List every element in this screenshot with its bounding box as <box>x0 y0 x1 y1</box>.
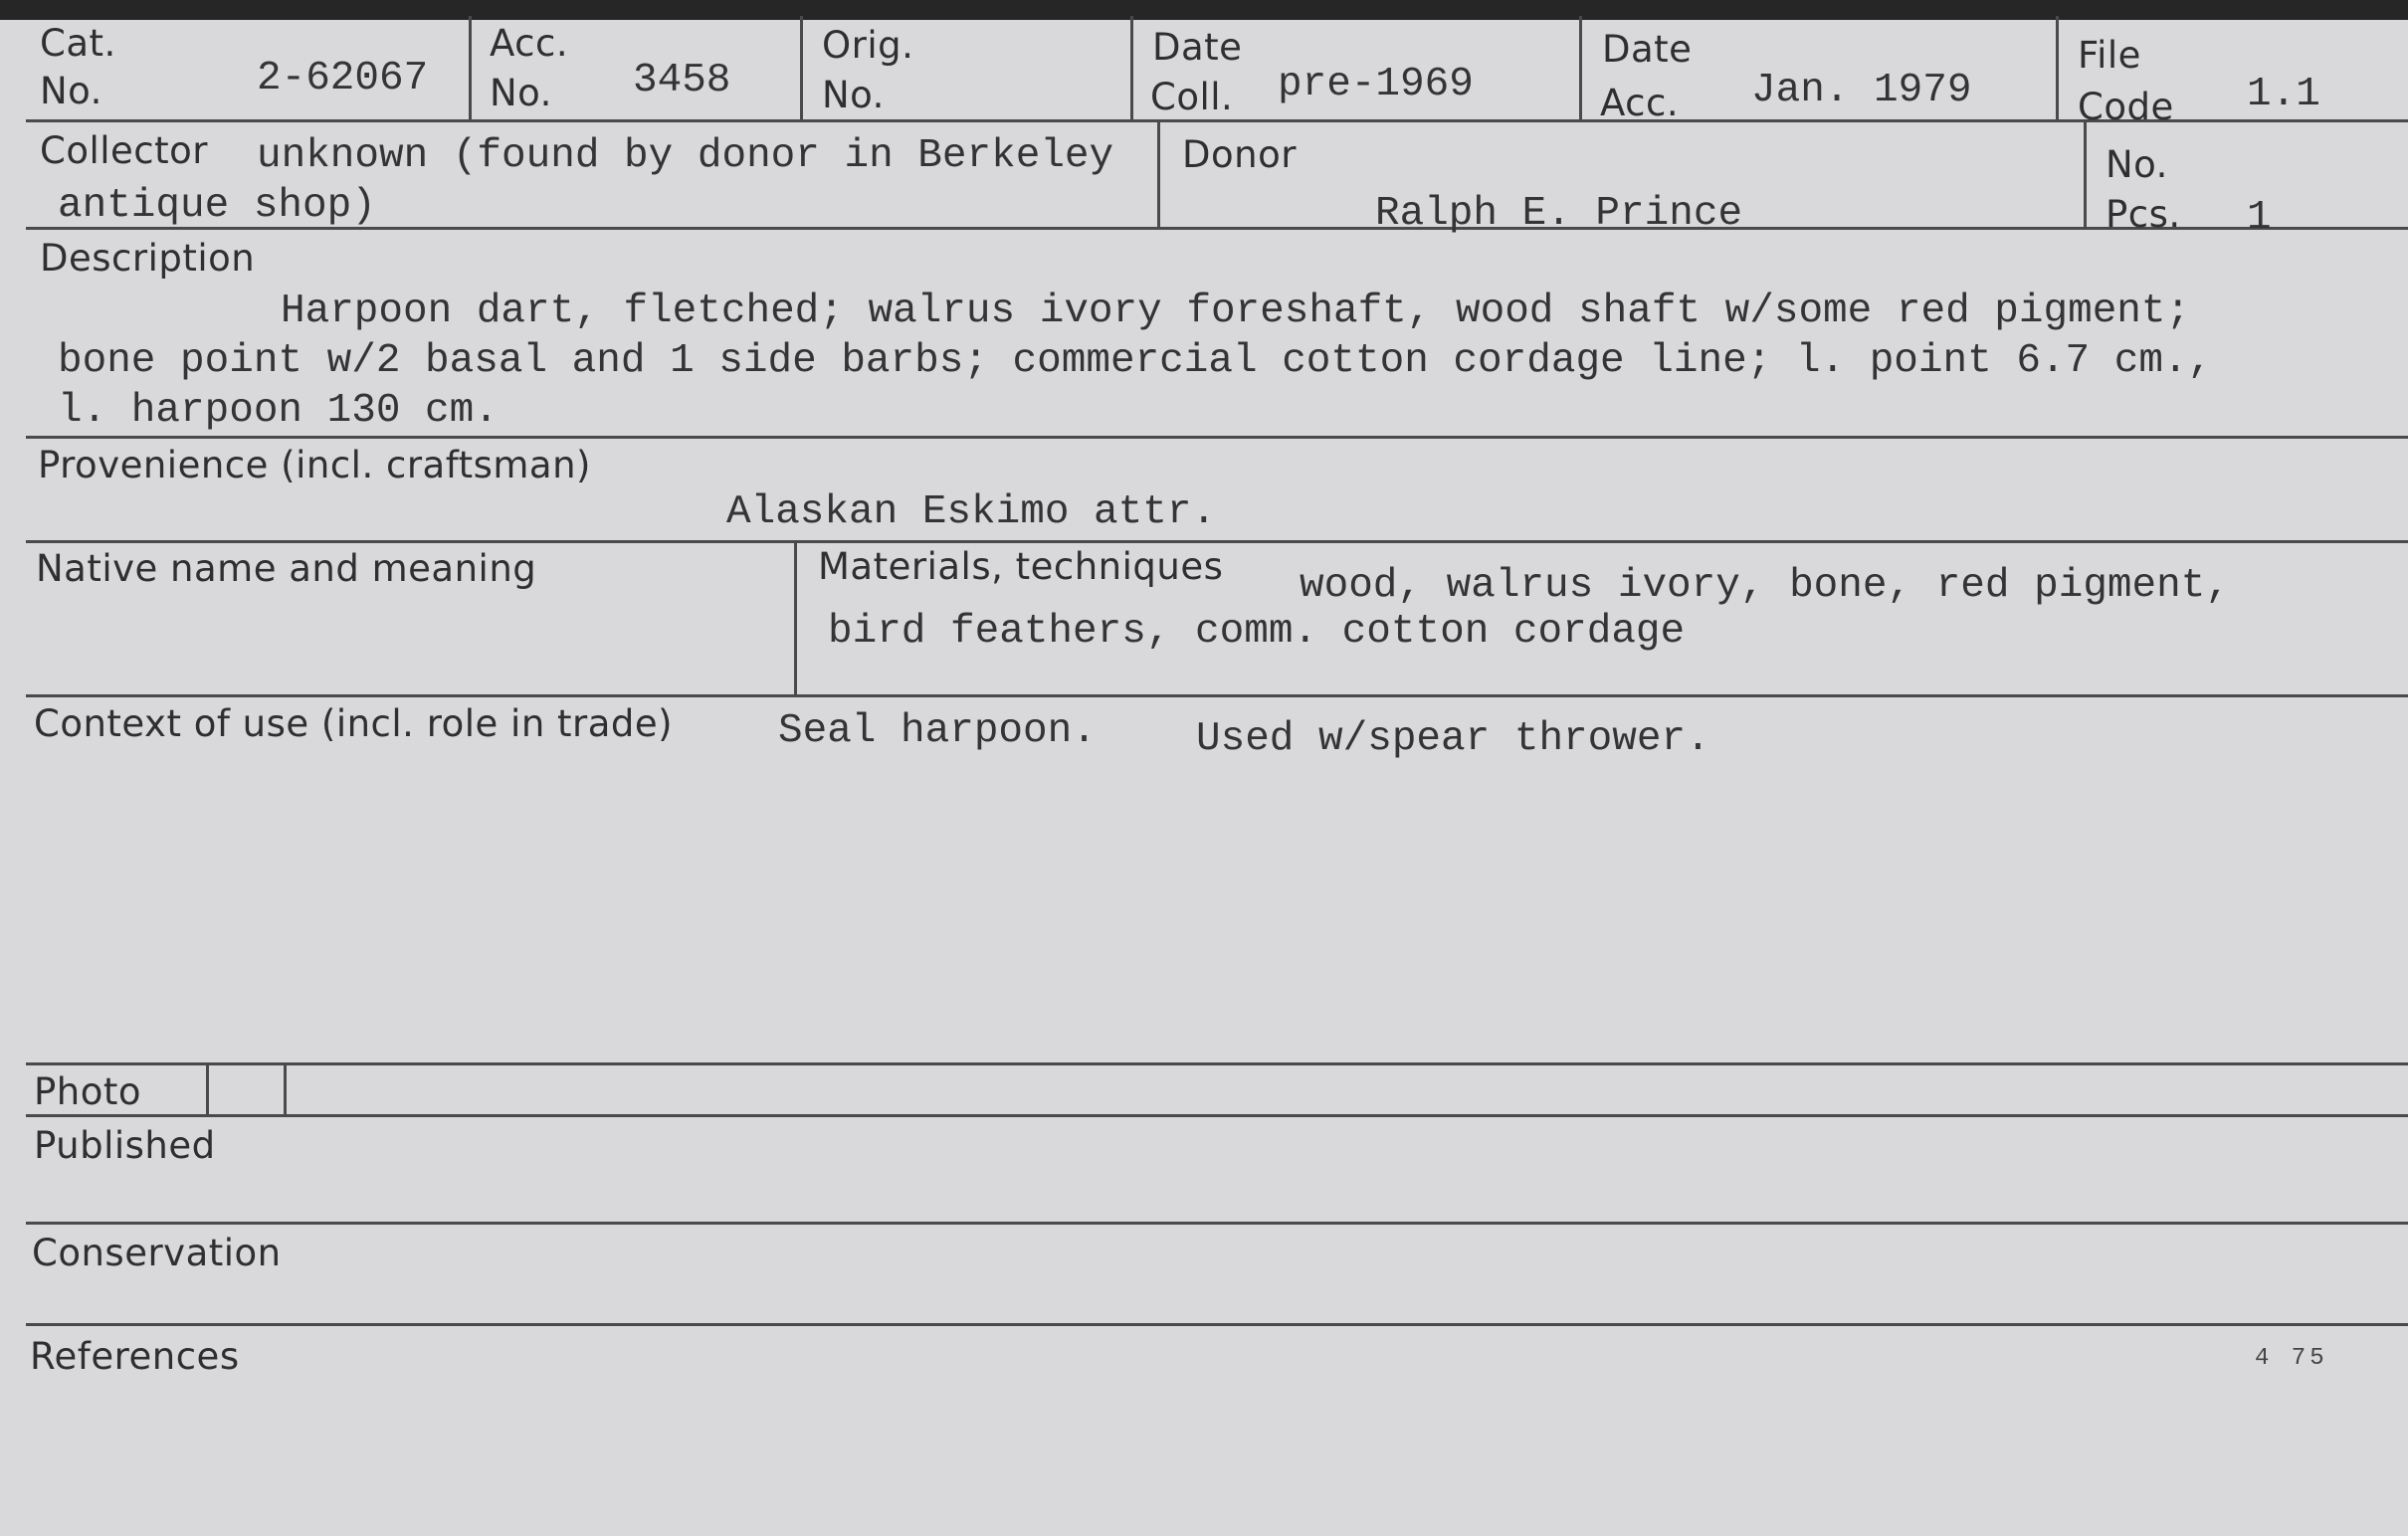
divider <box>1579 16 1582 121</box>
divider <box>469 16 472 121</box>
collector-value: unknown (found by donor in Berkeley <box>257 133 1114 179</box>
divider <box>26 1062 2408 1065</box>
divider <box>26 540 2408 543</box>
collector-value: antique shop) <box>58 183 376 229</box>
divider <box>794 542 797 696</box>
description-line: Harpoon dart, fletched; walrus ivory foreshaft, wood shaft w/some red pigment; <box>281 288 2191 334</box>
divider <box>26 1323 2408 1326</box>
divider <box>2084 121 2087 229</box>
acc-no-value: 3458 <box>633 58 731 103</box>
donor-label: Donor <box>1182 133 1297 176</box>
divider <box>800 16 803 121</box>
file-code-label: File <box>2078 34 2141 77</box>
date-acc-value: Jan. 1979 <box>1751 68 1972 113</box>
divider <box>26 119 2408 122</box>
date-coll-label: Date <box>1152 26 1243 69</box>
context-value: Used w/spear thrower. <box>1196 716 1710 762</box>
acc-no-label: Acc. <box>490 22 569 65</box>
orig-no-label: Orig. <box>822 24 914 67</box>
materials-value: wood, walrus ivory, bone, red pigment, <box>1300 563 2230 609</box>
provenience-label: Provenience (incl. craftsman) <box>38 444 591 486</box>
context-value: Seal harpoon. <box>778 708 1097 754</box>
published-label: Published <box>34 1124 216 1167</box>
divider <box>26 1222 2408 1225</box>
divider <box>26 694 2408 697</box>
materials-label: Materials, techniques <box>818 545 1224 588</box>
file-code-value: 1.1 <box>2247 72 2320 117</box>
description-line: l. harpoon 130 cm. <box>58 388 499 434</box>
provenience-value: Alaskan Eskimo attr. <box>726 489 1217 535</box>
date-coll-value: pre-1969 <box>1278 62 1474 107</box>
divider <box>26 227 2408 230</box>
divider <box>284 1064 287 1116</box>
context-label: Context of use (incl. role in trade) <box>34 702 674 745</box>
card-top-edge <box>0 0 2408 20</box>
collector-label: Collector <box>40 129 208 172</box>
divider <box>1157 121 1160 229</box>
form-code: 4 75 <box>2255 1345 2328 1372</box>
donor-value: Ralph E. Prince <box>1375 191 1743 237</box>
pieces-label: No. <box>2106 143 2168 186</box>
references-label: References <box>30 1335 240 1378</box>
conservation-label: Conservation <box>32 1232 282 1274</box>
photo-label: Photo <box>34 1070 142 1113</box>
orig-no-label: No. <box>822 74 885 116</box>
divider <box>26 436 2408 439</box>
date-coll-label: Coll. <box>1150 76 1234 118</box>
file-code-label: Code <box>2078 86 2174 128</box>
description-label: Description <box>40 237 256 280</box>
divider <box>206 1064 209 1116</box>
cat-no-value: 2-62067 <box>257 56 429 101</box>
divider <box>2056 16 2059 121</box>
date-acc-label: Acc. <box>1600 82 1680 124</box>
cat-no-label: No. <box>40 70 102 112</box>
description-line: bone point w/2 basal and 1 side barbs; commercial cotton cordage line; l. point 6.7 cm., <box>58 338 2213 384</box>
pieces-value: 1 <box>2247 195 2272 241</box>
native-name-label: Native name and meaning <box>36 547 537 590</box>
divider <box>1130 16 1133 121</box>
date-acc-label: Date <box>1602 28 1693 71</box>
acc-no-label: No. <box>490 72 552 114</box>
pieces-label: Pcs. <box>2106 193 2181 236</box>
cat-no-label: Cat. <box>40 22 116 65</box>
materials-value: bird feathers, comm. cotton cordage <box>828 609 1686 655</box>
divider <box>26 1114 2408 1117</box>
